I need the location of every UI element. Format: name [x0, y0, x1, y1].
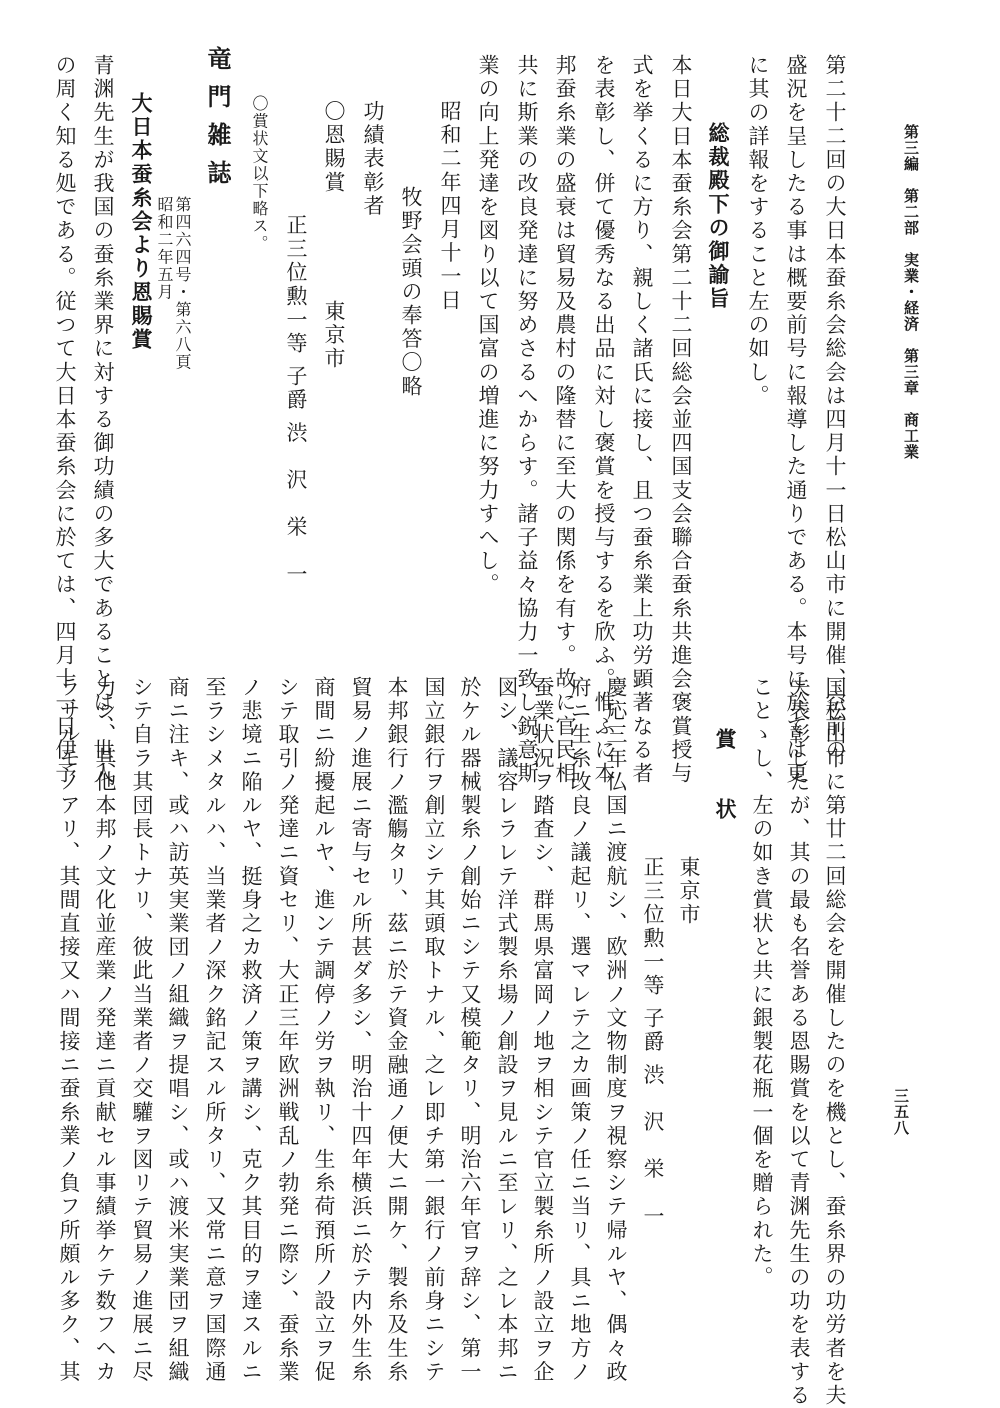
- upper-line-9: 共に斯業の改良発達に努めさるへからす。諸子益々協力一致し鋭意斯: [515, 54, 539, 786]
- lower-line-19: 商ニ注キ、或ハ訪英実業団ノ組織ヲ提唱シ、或ハ渡米実業団ヲ組織: [166, 676, 190, 1384]
- upper-line-6: 式を挙くるに方り、親しく諸氏に接し、且つ蚕糸業上功労顕著なる者: [630, 54, 654, 786]
- lower-line-13: 本邦銀行ノ濫觴タリ、茲ニ於テ資金融通ノ便大ニ開ケ、製糸及生糸: [385, 676, 409, 1384]
- date-line: 昭和二年四月十一日: [438, 100, 462, 313]
- source-issue: 第四六四号・第六八頁: [173, 196, 192, 371]
- lower-line-18: 至ラシメタルハ、当業者ノ深ク銘記スル所タリ、又常ニ意ヲ国際通: [203, 676, 227, 1384]
- certificate-city: 東京市: [677, 856, 701, 927]
- running-header: 第三編 第二部 実業・経済 第三章 商工業: [902, 124, 920, 460]
- lower-line-17: ノ悲境ニ陥ルヤ、挺身之カ救済ノ策ヲ講シ、克ク其目的ヲ達スルニ: [239, 676, 263, 1384]
- certificate-omitted-note: 〇賞状文以下略ス。: [250, 95, 269, 253]
- lower-line-15: 商間ニ紛擾起ルヤ、進ンテ調停ノ労ヲ執リ、生糸荷預所ノ設立ヲ促: [312, 676, 336, 1384]
- lower-line-8: 府ニ生糸改良ノ議起リ、選マレテ之カ画策ノ任ニ当リ、具ニ地方ノ: [568, 676, 592, 1384]
- source-date: 昭和二年五月: [155, 196, 174, 301]
- certificate-name: 正三位勲一等 子爵 渋 沢 栄 一: [641, 856, 665, 1229]
- lower-line-9: 蚕業状況ヲ踏査シ、群馬県富岡ノ地ヲ相シテ官立製糸所ノ設立ヲ企: [531, 676, 555, 1384]
- lower-line-11: 於ケル器械製糸ノ創始ニシテ又模範タリ、明治六年官ヲ辞シ、第一: [458, 676, 482, 1384]
- lower-line-1: 国松山市に第廿二回総会を開催したのを機とし、蚕糸界の功労者を夫: [823, 676, 847, 1408]
- upper-line-2: 盛況を呈したる事は概要前号に報導した通りである。本号に於ては更: [784, 54, 808, 786]
- recipient-name: 正三位勲一等 子爵 渋 沢 栄 一: [284, 214, 308, 587]
- lower-line-16: シテ取引ノ発達ニ資セリ、大正三年欧洲戦乱ノ勃発ニ際シ、蚕糸業: [276, 676, 300, 1384]
- lower-line-10: 図シ、議容レラレテ洋式製糸場ノ創設ヲ見ルニ至レリ、之レ本邦ニ: [495, 676, 519, 1384]
- lower-line-2: 夫表彰したが、其の最も名誉ある恩賜賞を以て青渊先生の功を表する: [787, 676, 811, 1408]
- page-number: 三五八: [892, 1088, 910, 1136]
- upper-line-10: 業の向上発達を図り以て国富の増進に努力すへし。: [476, 54, 500, 597]
- upper-line-3: に其の詳報をすること左の如し。: [746, 54, 770, 408]
- upper-line-22: 青渊先生が我国の蚕糸業界に対する御功績の多大であることは、世人: [91, 54, 115, 786]
- makino-reply: 牧野会頭の奉答〇略: [399, 186, 423, 399]
- recipient-city: 東京市: [322, 300, 346, 371]
- upper-line-8: 邦蚕糸業の盛衰は貿易及農村の隆替に至大の関係を有す。故に官民相: [553, 54, 577, 786]
- upper-line-23: の周く知る処である。従つて大日本蚕糸会に於ては、四月十一日伊予: [53, 54, 77, 786]
- lower-line-20: シテ自ラ其団長トナリ、彼此当業者ノ交驩ヲ図リテ貿易ノ進展ニ尽: [130, 676, 154, 1384]
- upper-line-1: 第二十二回の大日本蚕糸会総会は四月十一日松山市に開催、空前の: [823, 54, 847, 762]
- award-recipients-heading: 功績表彰者: [361, 100, 385, 218]
- article-title: 大日本蚕糸会より恩賜賞: [129, 92, 154, 352]
- upper-line-5: 本日大日本蚕糸会第二十二回総会並四国支会聯合蚕糸共進会褒賞授与: [669, 54, 693, 786]
- lower-line-21: 力シ、其他本邦ノ文化並産業ノ発達ニ貢献セル事績挙ケテ数フヘカ: [93, 676, 117, 1384]
- certificate-heading: 賞 状: [713, 728, 738, 833]
- imperial-award-label: 〇恩賜賞: [322, 100, 346, 195]
- lower-line-3: ことゝし、左の如き賞状と共に銀製花瓶一個を贈られた。: [750, 676, 774, 1290]
- lower-line-14: 貿易ノ進展ニ寄与セル所甚ダ多シ、明治十四年横浜ニ於テ内外生糸: [349, 676, 373, 1384]
- section-heading-imperial-message: 総裁殿下の御諭旨: [706, 122, 731, 311]
- lower-line-7: 慶応三年仏国ニ渡航シ、欧洲ノ文物制度ヲ視察シテ帰ルヤ、偶々政: [604, 676, 628, 1384]
- source-title: 竜門雑誌: [203, 46, 232, 198]
- lower-line-22: ラサルモノアリ、其間直接又ハ間接ニ蚕糸業ノ負フ所頗ル多ク、其: [57, 676, 81, 1384]
- upper-line-7: を表彰し、併て優秀なる出品に対し褒賞を授与するを欣ふ。惟ふに本: [592, 54, 616, 786]
- lower-line-12: 国立銀行ヲ創立シテ其頭取トナル、之レ即チ第一銀行ノ前身ニシテ: [422, 676, 446, 1384]
